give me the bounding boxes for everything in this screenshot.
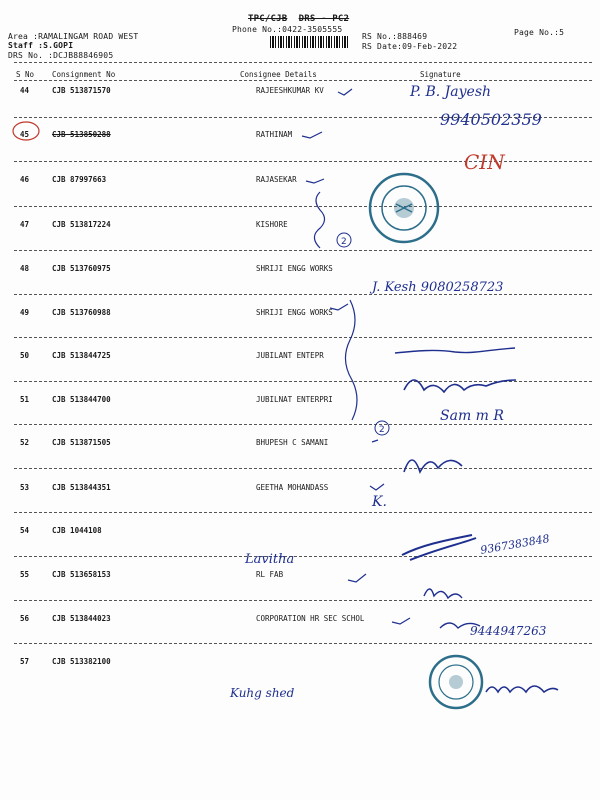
tick-mark bbox=[302, 132, 322, 138]
row-consignment: CJB 513844700 bbox=[52, 395, 111, 404]
row-sno: 46 bbox=[20, 175, 30, 184]
tick-mark bbox=[348, 574, 366, 582]
rs-number: RS No.:888469 bbox=[362, 32, 428, 41]
phone-number: Phone No.:0422-3505555 bbox=[232, 25, 343, 34]
row-consignee: GEETHA MOHANDASS bbox=[256, 483, 329, 492]
count-two-mark: 2 bbox=[341, 237, 347, 247]
row-sno: 52 bbox=[20, 438, 30, 447]
row-consignee: KISHORE bbox=[256, 220, 288, 229]
signature-scribble bbox=[404, 460, 462, 472]
signature-scribble bbox=[486, 686, 558, 692]
row-consignment: CJB 513871570 bbox=[52, 86, 111, 95]
row-consignment: CJB 87997663 bbox=[52, 175, 107, 184]
rs-date: RS Date:09-Feb-2022 bbox=[362, 42, 458, 51]
signature-scribble bbox=[402, 535, 476, 560]
row-consignee: CORPORATION HR SEC SCHOL bbox=[256, 614, 365, 623]
handwritten-phone: 9444947263 bbox=[470, 624, 547, 638]
row-sno: 45 bbox=[20, 130, 30, 139]
col-consignee: Consignee Details bbox=[240, 70, 317, 79]
row-consignment: CJB 513817224 bbox=[52, 220, 111, 229]
row-sno: 44 bbox=[20, 86, 30, 95]
company-stamp bbox=[430, 656, 482, 708]
row-consignee: SHRIJI ENGG WORKS bbox=[256, 308, 333, 317]
row-consignee: RAJEESHKUMAR KV bbox=[256, 86, 324, 95]
grouping-brace bbox=[345, 300, 357, 420]
row-consignment: CJB 1044108 bbox=[52, 526, 102, 535]
tick-mark bbox=[370, 484, 384, 490]
drs-number: DRS No. :DCJB88846905 bbox=[8, 51, 114, 60]
row-consignment: CJB 513844725 bbox=[52, 351, 111, 360]
count-two-mark: 2 bbox=[379, 425, 385, 435]
col-consignment: Consignment No bbox=[52, 70, 116, 79]
row-consignee: JUBILANT ENTEPR bbox=[256, 351, 324, 360]
tick-mark bbox=[338, 89, 352, 95]
row-consignment: CJB 513844023 bbox=[52, 614, 111, 623]
handwritten-mark: CIN bbox=[464, 150, 505, 174]
row-consignment: CJB 513760988 bbox=[52, 308, 111, 317]
grouping-brace bbox=[314, 192, 324, 248]
tick-mark bbox=[330, 304, 348, 310]
row-sno: 50 bbox=[20, 351, 30, 360]
row-consignment: CJB 513844351 bbox=[52, 483, 111, 492]
row-consignee: RL FAB bbox=[256, 570, 284, 579]
staff-label: Staff :S.GOPI bbox=[8, 41, 74, 50]
tick-mark bbox=[372, 440, 378, 442]
tick-mark bbox=[392, 618, 410, 624]
col-signature: Signature bbox=[420, 70, 461, 79]
row-sno: 48 bbox=[20, 264, 30, 273]
row-consignment: CJB 513382100 bbox=[52, 657, 111, 666]
row-sno: 55 bbox=[20, 570, 30, 579]
signature-scribble bbox=[395, 348, 515, 353]
document-title: TPC/CJB DRS - PC2 bbox=[248, 14, 350, 24]
row-consignee: SHRIJI ENGG WORKS bbox=[256, 264, 333, 273]
row-consignment: CJB 513871505 bbox=[52, 438, 111, 447]
handwritten-signature: J. Kesh 9080258723 bbox=[372, 280, 504, 295]
row-consignee: RAJASEKAR bbox=[256, 175, 297, 184]
page-number: Page No.:5 bbox=[514, 28, 565, 37]
area-label: Area :RAMALINGAM ROAD WEST bbox=[8, 32, 139, 41]
company-stamp bbox=[370, 174, 438, 242]
row-sno: 47 bbox=[20, 220, 30, 229]
row-consignment: CJB 513658153 bbox=[52, 570, 111, 579]
row-sno: 57 bbox=[20, 657, 30, 666]
handwritten-name: P. B. Jayesh bbox=[410, 84, 492, 100]
row-consignee: JUBILNAT ENTERPRI bbox=[256, 395, 333, 404]
signature-scribble bbox=[424, 589, 462, 598]
handwritten-phone: 9367383848 bbox=[479, 532, 551, 557]
handwritten-name: Kuhg shed bbox=[230, 686, 295, 700]
row-sno: 54 bbox=[20, 526, 30, 535]
col-sno: S No bbox=[16, 70, 35, 79]
handwritten-phone: 9940502359 bbox=[440, 110, 542, 129]
row-consignment: CJB 513850288 bbox=[52, 130, 111, 139]
row-consignment: CJB 513760975 bbox=[52, 264, 111, 273]
signature-scribble bbox=[404, 380, 516, 392]
row-consignee: BHUPESH C SAMANI bbox=[256, 438, 329, 447]
row-sno: 53 bbox=[20, 483, 30, 492]
row-sno: 51 bbox=[20, 395, 30, 404]
row-sno: 56 bbox=[20, 614, 30, 623]
row-sno: 49 bbox=[20, 308, 30, 317]
handwritten-signature: Sam m R bbox=[440, 408, 504, 424]
handwritten-signature: K. bbox=[372, 494, 387, 510]
handwritten-name: Lavitha bbox=[245, 552, 295, 567]
sno-circle-mark bbox=[13, 122, 39, 140]
row-consignee: RATHINAM bbox=[256, 130, 293, 139]
tick-mark bbox=[306, 179, 324, 183]
